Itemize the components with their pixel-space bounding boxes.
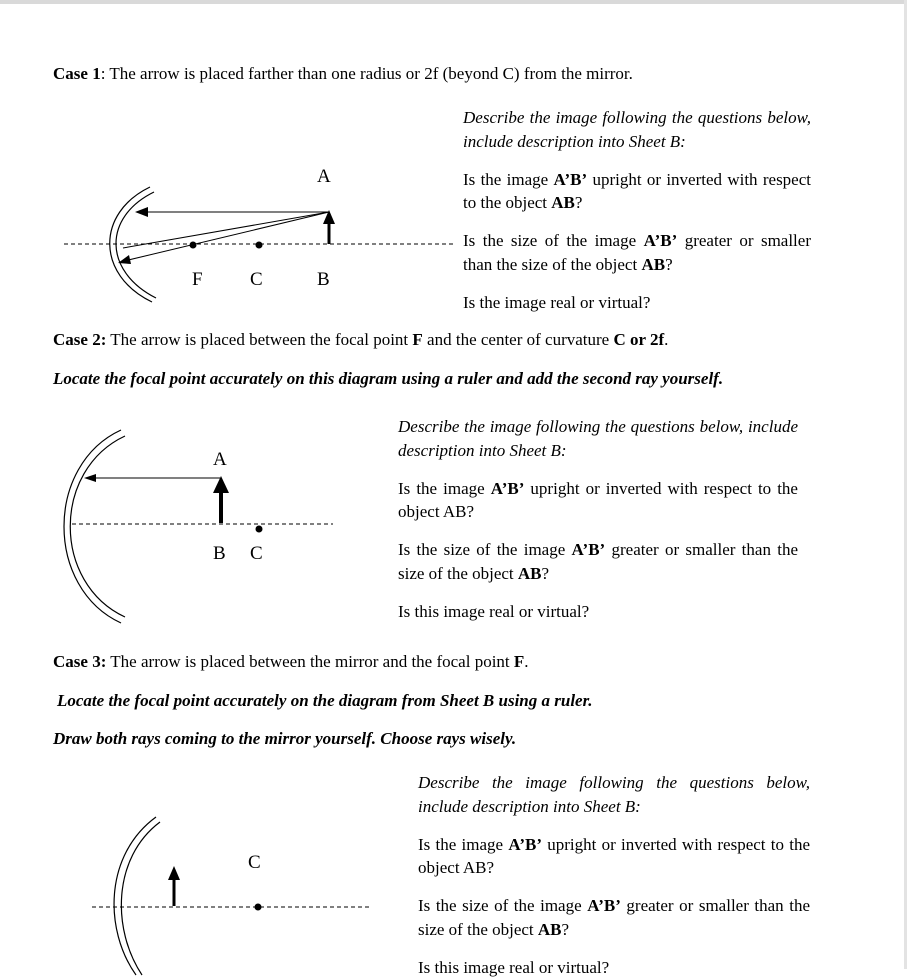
case3-describe: Describe the image following the questions below, include description into Sheet B: [418, 771, 810, 818]
case1-question-size: Is the size of the image A’B’ greater or smaller than the size of the object AB? [463, 229, 811, 276]
case2-question-orientation: Is the image A’B’ upright or inverted with respect to the object AB? [398, 477, 798, 524]
case2-label-a: A [213, 450, 227, 470]
case2-question-size: Is the size of the image A’B’ greater or smaller than the size of the object AB? [398, 538, 798, 585]
case3-object-arrow-head [168, 866, 180, 880]
case3-mirror-outer [114, 817, 156, 975]
case3-question-real-virtual: Is this image real or virtual? [418, 956, 810, 979]
case1-label-b: B [317, 270, 330, 290]
case3-questions [418, 771, 810, 979]
case2-describe: Describe the image following the questions below, include description into Sheet B: [398, 415, 798, 462]
case1-label-c: C [250, 270, 263, 290]
case3-question-size: Is the size of the image A’B’ greater or smaller than the size of the object AB? [418, 894, 810, 941]
case1-describe: Describe the image following the questions below, include description into Sheet B: [463, 106, 811, 153]
case2-instruction: Locate the focal point accurately on this diagram using a ruler and add the second ray yourself. [53, 369, 723, 389]
case3-center-dot [255, 904, 262, 911]
case2-question-real-virtual: Is this image real or virtual? [398, 600, 798, 624]
case1-heading-label: Case 1 [53, 64, 101, 83]
case1-question-orientation: Is the image A’B’ upright or inverted with respect to the object AB? [463, 168, 811, 215]
case1-question-real-virtual: Is the image real or virtual? [463, 291, 811, 315]
case1-heading-text: : The arrow is placed farther than one radius or 2f (beyond C) from the mirror. [101, 64, 633, 83]
case1-label-f: F [192, 270, 203, 290]
case3-instruction-focal: Locate the focal point accurately on the diagram from Sheet B using a ruler. [57, 691, 593, 711]
case1-label-a: A [317, 167, 331, 187]
case3-instruction-rays: Draw both rays coming to the mirror yourself. Choose rays wisely. [53, 729, 516, 749]
case3-label-c: C [248, 853, 261, 873]
case3-heading: Case 3: The arrow is placed between the mirror and the focal point F. [53, 652, 529, 672]
case2-label-c: C [250, 544, 263, 564]
case3-mirror-inner [121, 822, 160, 975]
case2-label-b: B [213, 544, 226, 564]
case2-heading: Case 2: The arrow is placed between the focal point F and the center of curvature C or 2f. [53, 330, 668, 350]
case3-question-orientation: Is the image A’B’ upright or inverted with respect to the object AB? [418, 833, 810, 880]
